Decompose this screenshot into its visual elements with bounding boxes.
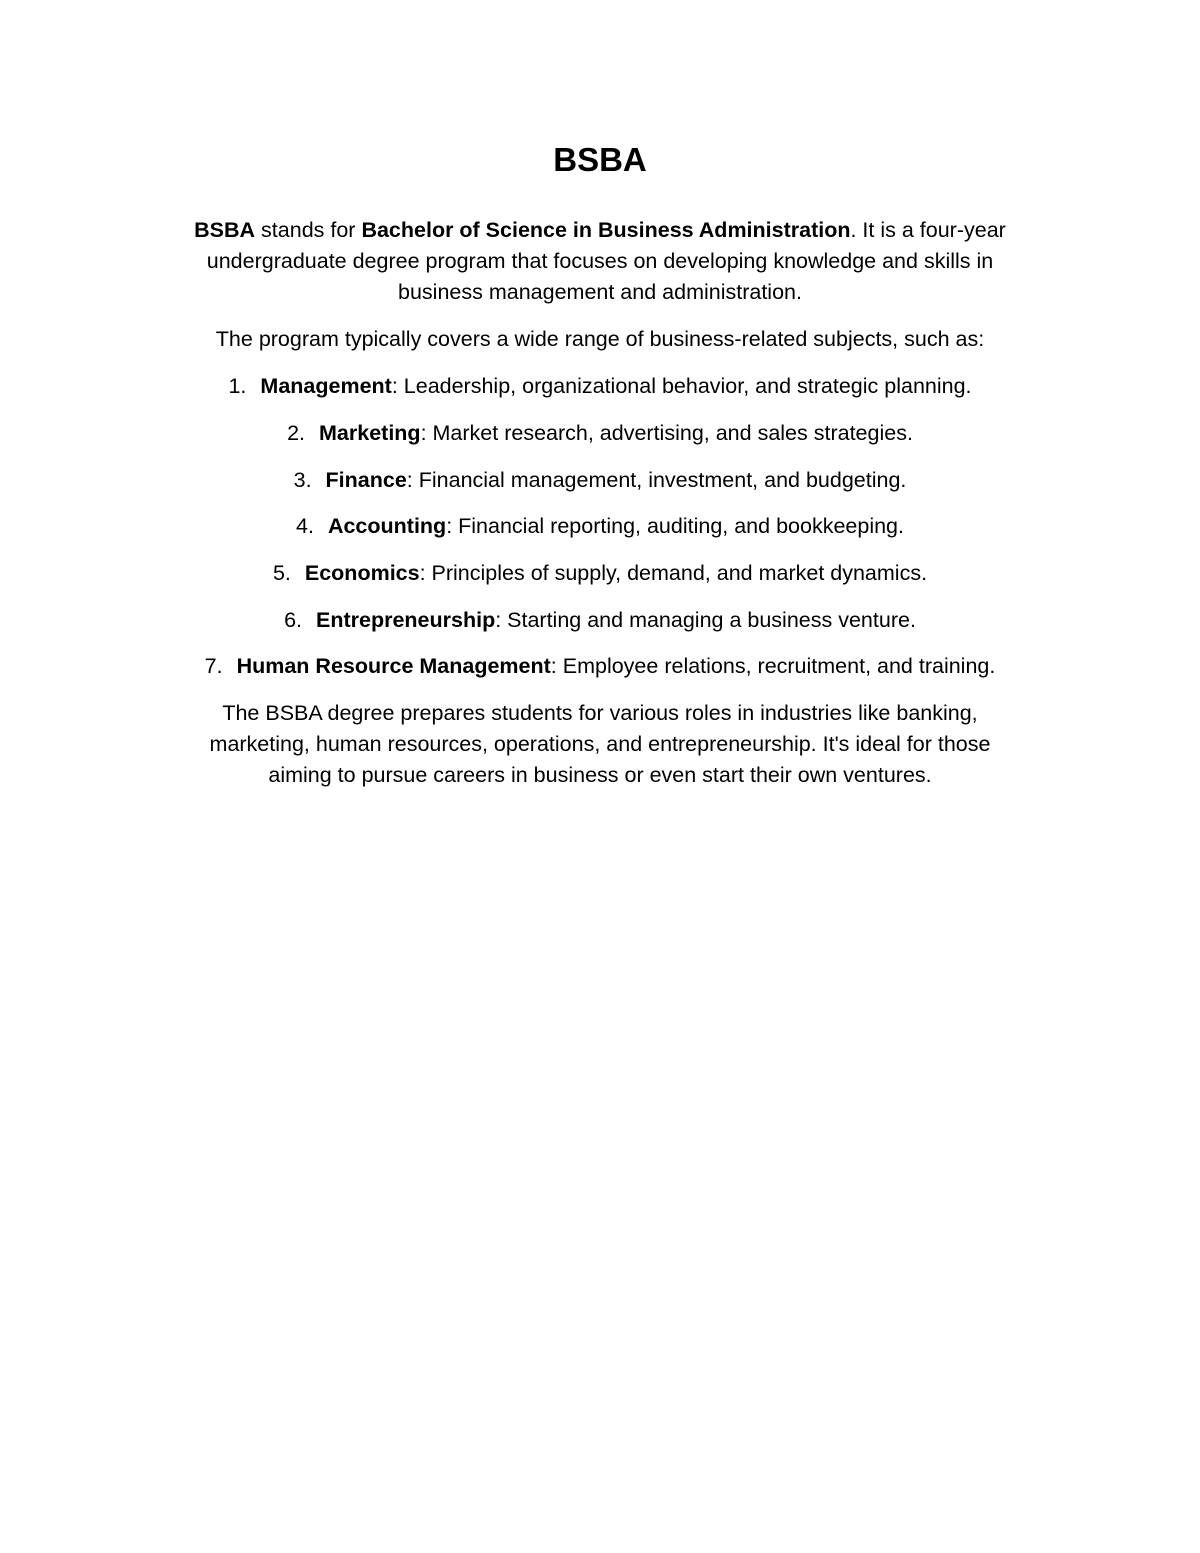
list-term: Marketing xyxy=(319,421,421,445)
list-desc: : Financial reporting, auditing, and bookkeeping. xyxy=(446,514,904,538)
intro-line-3: business management and administration. xyxy=(398,280,802,304)
intro-line-2: undergraduate degree program that focuses on developing knowledge and skills in xyxy=(206,249,994,273)
list-number: 6. xyxy=(284,608,302,632)
list-desc: : Starting and managing a business venture. xyxy=(495,608,916,632)
intro-bold-degree: Bachelor of Science in Business Administration xyxy=(361,218,851,242)
list-term: Finance xyxy=(325,468,407,492)
closing-line-3: aiming to pursue careers in business or even start their own ventures. xyxy=(268,763,932,787)
intro-paragraph xyxy=(0,215,1200,308)
list-number: 7. xyxy=(204,654,223,678)
list-desc: : Employee relations, recruitment, and training. xyxy=(550,654,996,678)
list-desc: : Market research, advertising, and sales strategies. xyxy=(420,421,913,445)
intro-text: stands for xyxy=(255,218,362,242)
list-item xyxy=(0,605,1200,636)
list-term: Human Resource Management xyxy=(236,654,551,678)
intro-bold-bsba: BSBA xyxy=(194,218,256,242)
list-item xyxy=(0,371,1200,402)
list-item xyxy=(0,418,1200,449)
document-title: BSBA xyxy=(553,141,647,178)
list-desc: : Financial management, investment, and budgeting. xyxy=(406,468,907,492)
list-item xyxy=(0,465,1200,496)
list-number: 5. xyxy=(272,561,291,585)
list-desc: : Principles of supply, demand, and market dynamics. xyxy=(419,561,928,585)
list-number: 2. xyxy=(287,421,306,445)
lead-paragraph: The program typically covers a wide range of business-related subjects, such as: xyxy=(215,327,985,351)
list-term: Entrepreneurship xyxy=(316,608,496,632)
intro-line-1 xyxy=(0,215,1200,246)
closing-line-2: marketing, human resources, operations, and entrepreneurship. It's ideal for those xyxy=(209,732,991,756)
list-number: 4. xyxy=(296,514,314,538)
list-item xyxy=(0,511,1200,542)
closing-line-1: The BSBA degree prepares students for various roles in industries like banking, xyxy=(222,701,978,725)
list-term: Accounting xyxy=(327,514,447,538)
closing-paragraph xyxy=(0,698,1200,791)
list-desc: : Leadership, organizational behavior, and strategic planning. xyxy=(391,374,972,398)
list-item xyxy=(0,558,1200,589)
list-number: 3. xyxy=(293,468,312,492)
list-term: Management xyxy=(260,374,392,398)
list-item xyxy=(0,651,1200,682)
list-number: 1. xyxy=(228,374,247,398)
list-term: Economics xyxy=(304,561,420,585)
intro-text: . It is a four-year xyxy=(850,218,1006,242)
